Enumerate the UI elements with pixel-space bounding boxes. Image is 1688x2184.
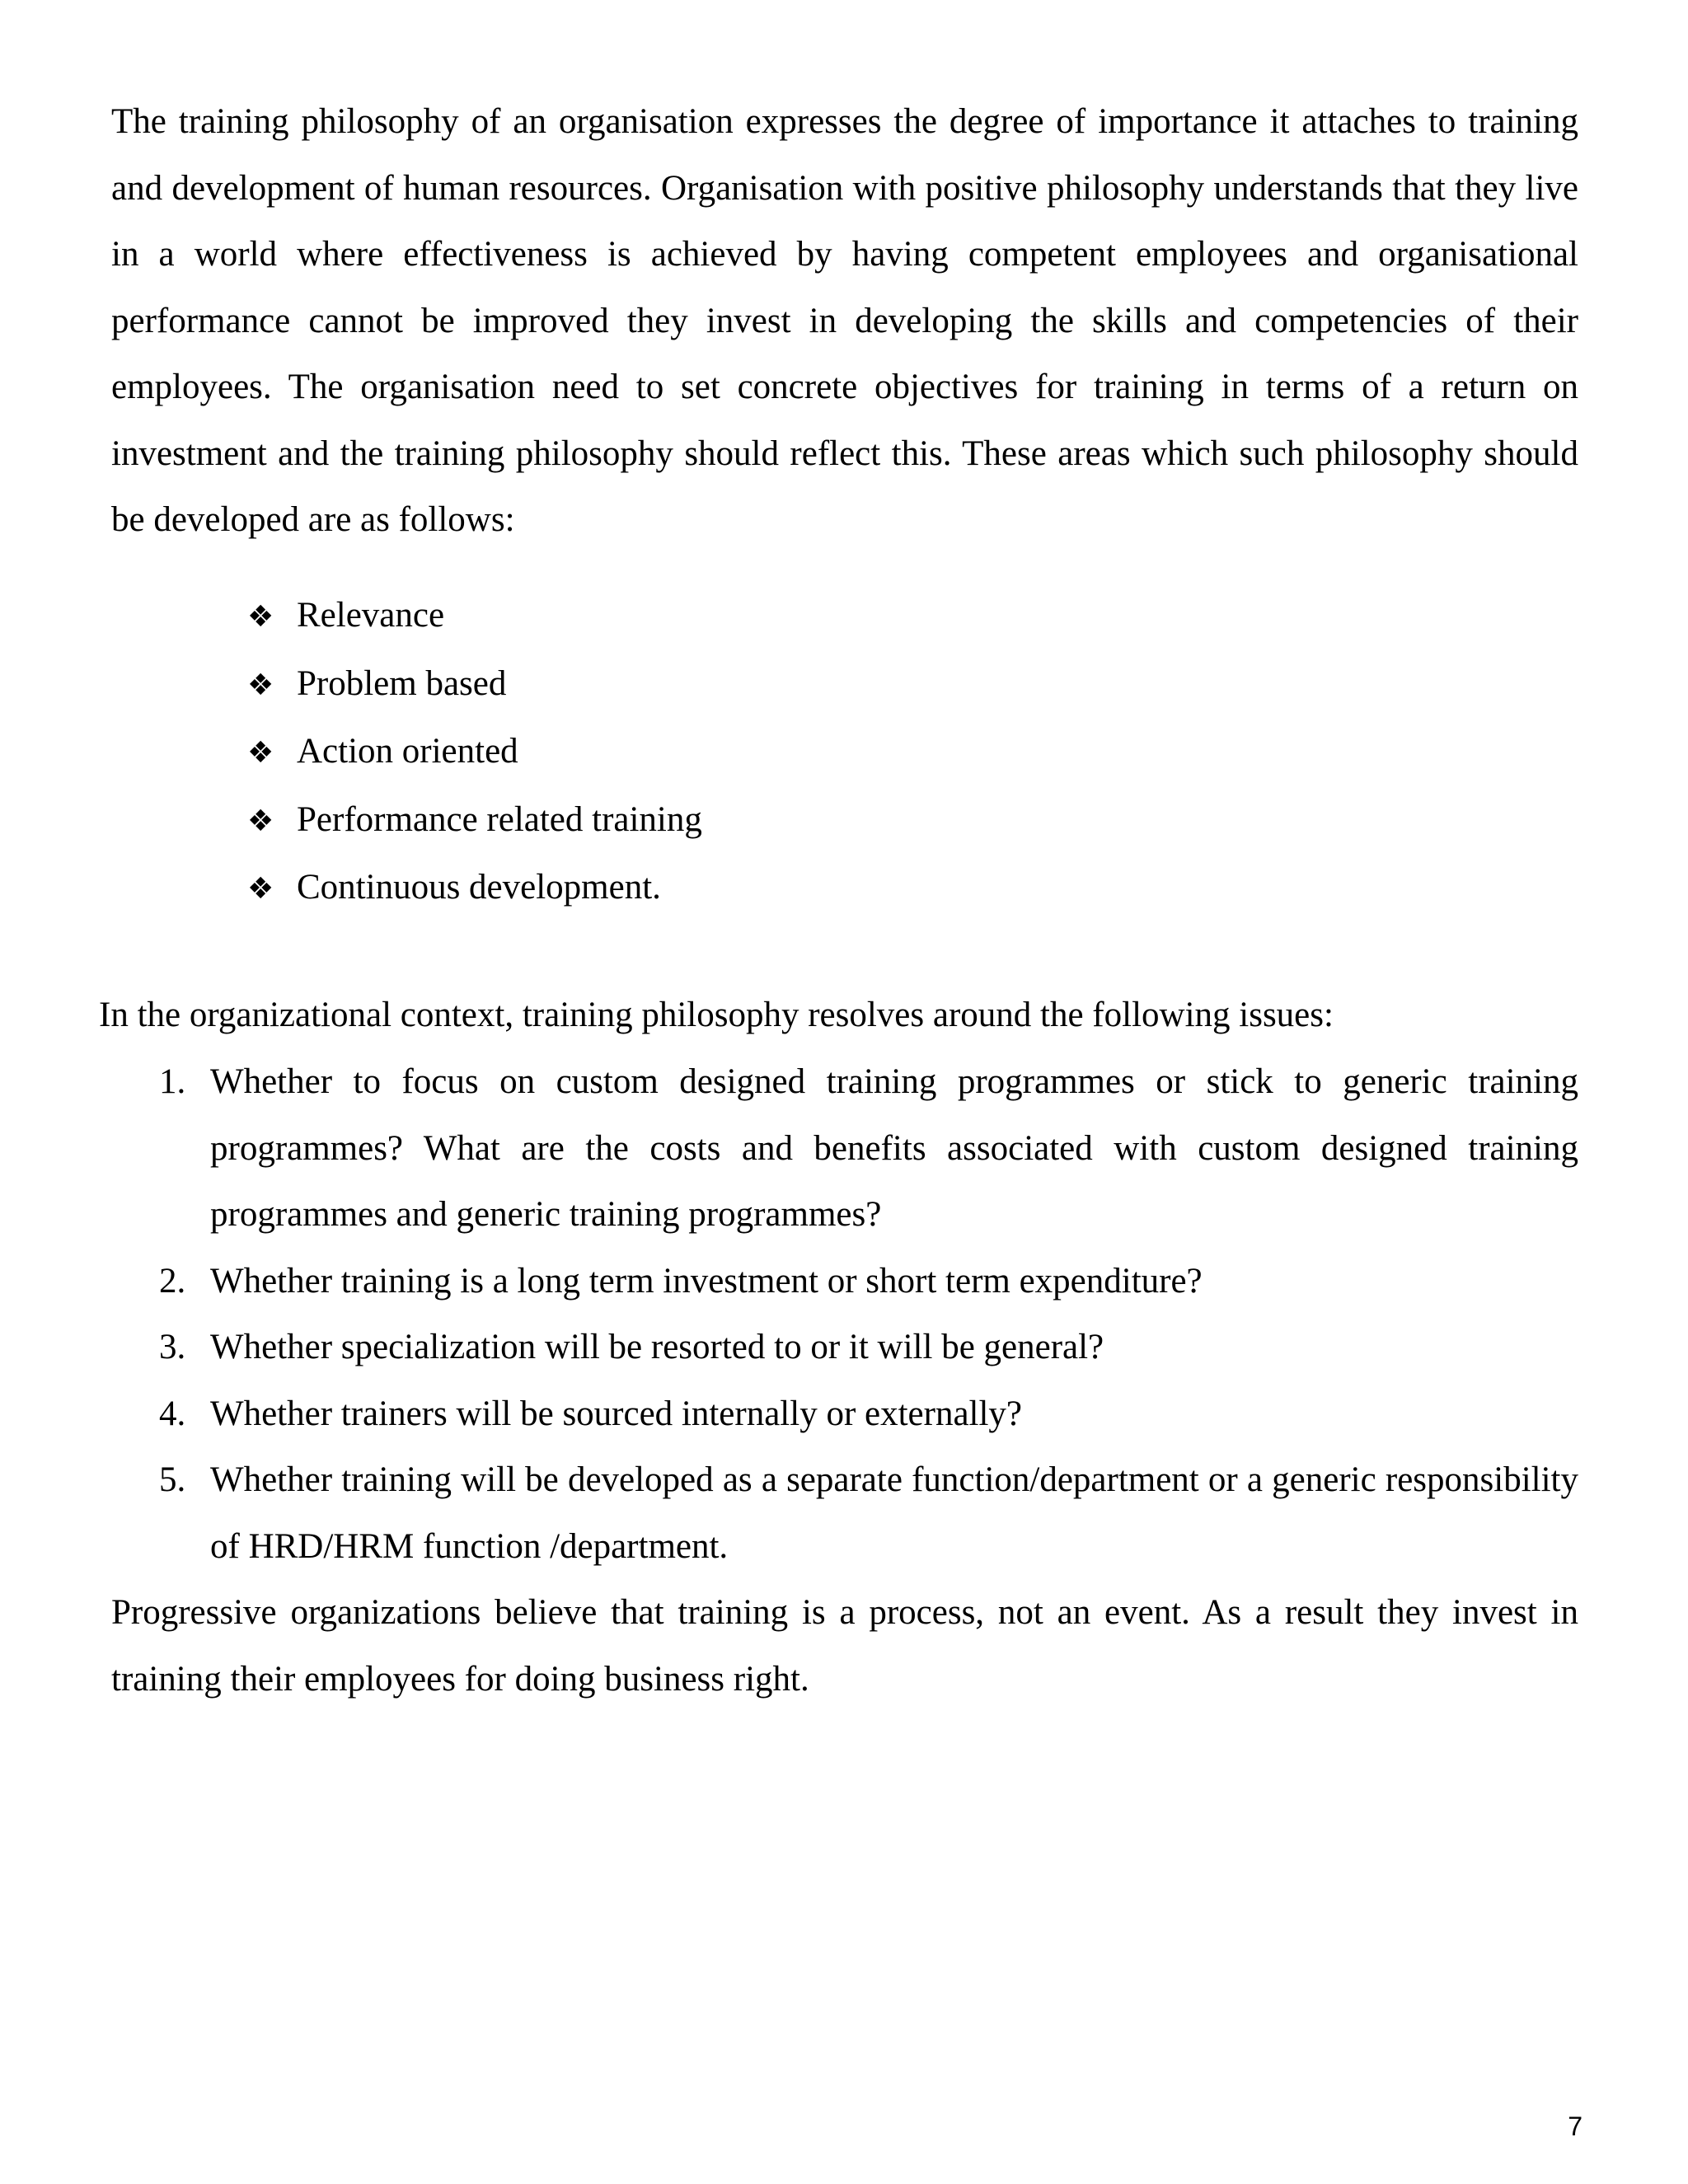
list-item [247,719,702,787]
list-item [0,1249,1578,1315]
list-item-text: Whether trainers will be sourced internally or externally? [210,1394,1023,1433]
list-item-text: Whether training is a long term investment or short term expenditure? [210,1261,1203,1301]
list-item-text: Problem based [297,663,507,703]
list-item-text: Whether training will be developed as a separate function/department or a generic responsibility of HRD/HRM function /department. [210,1460,1578,1566]
list-item [0,1447,1578,1580]
list-item [0,1381,1578,1448]
page-number: 7 [1568,2111,1582,2141]
diamond-bullet-icon: ❖ [247,736,274,770]
list-item-text: Relevance [297,596,445,635]
diamond-bullet-icon: ❖ [247,668,274,702]
list-number: 5. [159,1460,186,1499]
list-item-text: Whether specialization will be resorted to or it will be general? [210,1328,1104,1366]
diamond-bullet-icon: ❖ [247,600,274,634]
training-philosophy-paragraph: The training philosophy of an organisation expresses the degree of importance it attaches to training and development of human resources. Organisation with positive philosophy understands that they live in a world where effectiveness is achieved by having competent employees and organisational performance cannot be improved they invest in developing the skills and competencies of their employees. The organisation need to set concrete objectives for training in terms of a return on investment and the training philosophy should reflect this. These areas which such philosophy should be developed are as follows: [111,102,1578,539]
list-number: 3. [159,1328,186,1366]
list-item [247,651,702,719]
diamond-bullet-icon: ❖ [247,804,274,838]
list-item-text: Whether to focus on custom designed training programmes or stick to generic training programmes? What are the costs and benefits associated with custom designed training programmes and generic training programmes? [210,1062,1578,1234]
list-item-text: Continuous development. [297,868,661,907]
philosophy-areas-list [247,583,702,923]
list-item [247,855,702,923]
list-item [0,1049,1578,1249]
issues-list [0,1049,1688,1580]
list-item-text: Action oriented [297,732,518,771]
list-item-text: Performance related training [297,799,702,839]
list-number: 1. [159,1062,186,1101]
progressive-organizations-paragraph: Progressive organizations believe that training is a process, not an event. As a result they invest in training their employees for doing business right. [111,1593,1578,1699]
list-item [247,583,702,651]
list-item [247,787,702,855]
list-number: 4. [159,1394,186,1433]
issues-intro: In the organizational context, training philosophy resolves around the following issues: [99,996,1334,1034]
list-number: 2. [159,1261,186,1301]
list-item [0,1315,1578,1381]
diamond-bullet-icon: ❖ [247,872,274,906]
